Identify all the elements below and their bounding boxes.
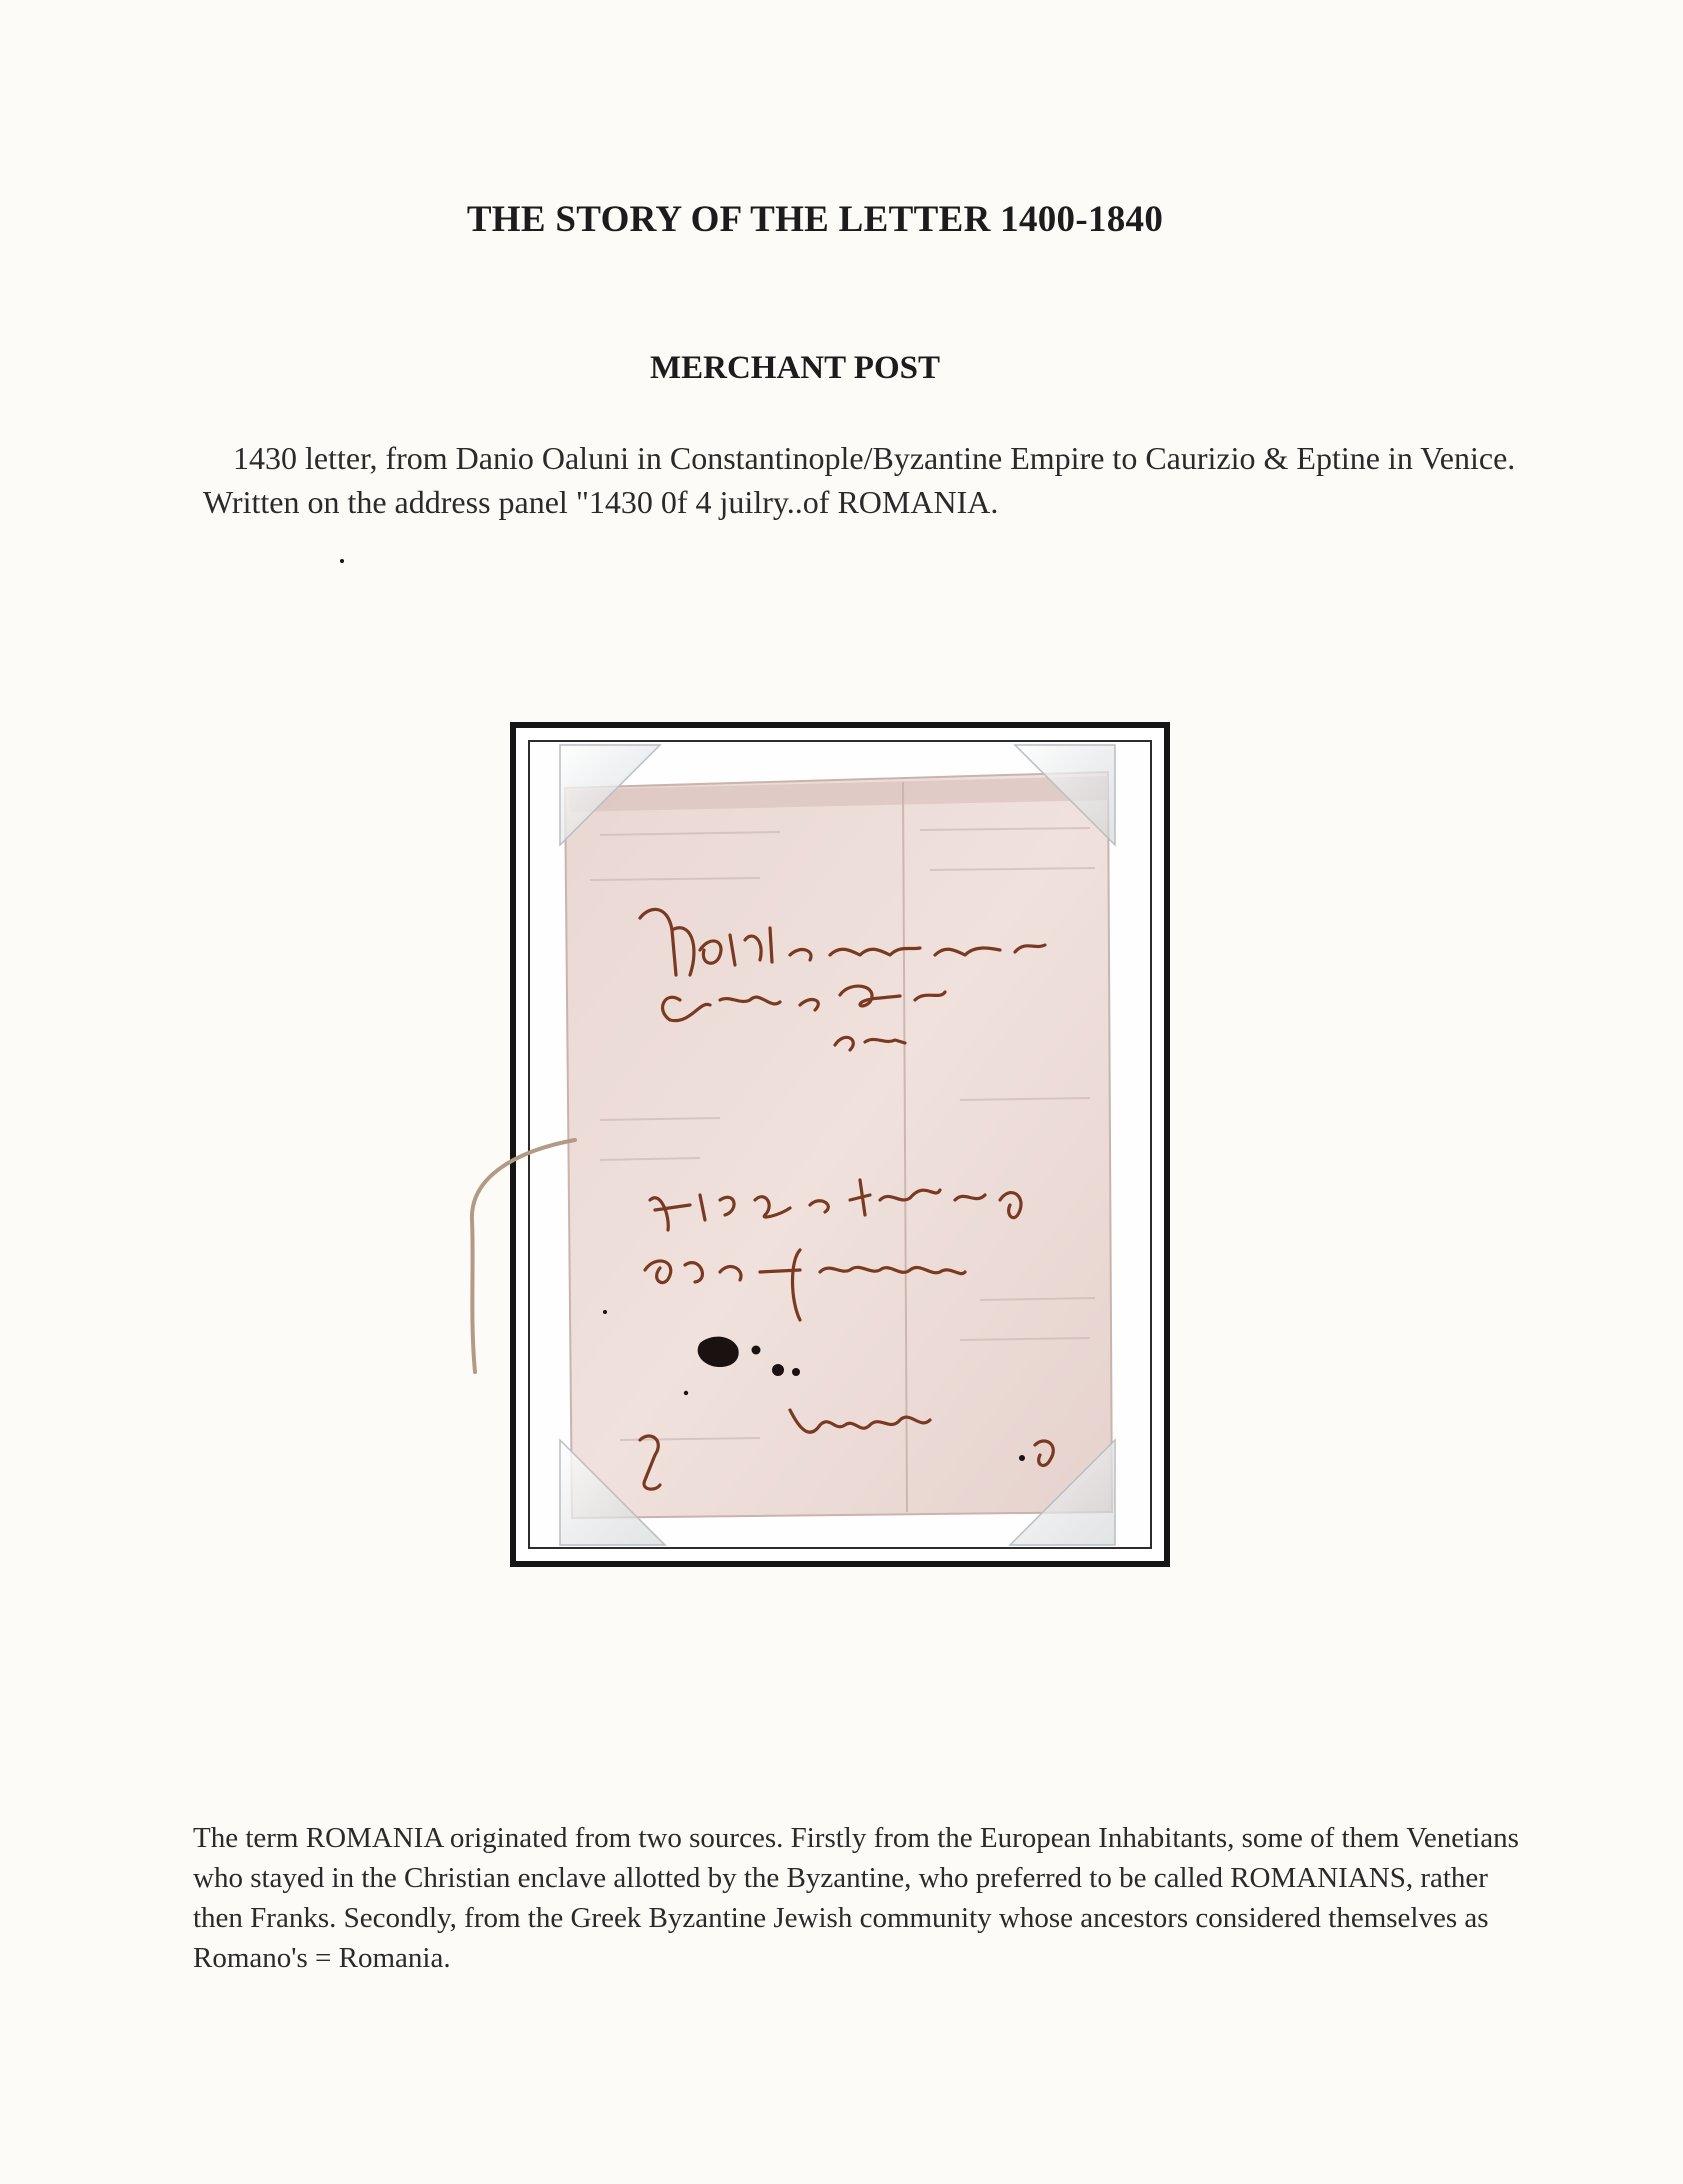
letter-string	[472, 1140, 575, 1372]
footer-paragraph: The term ROMANIA originated from two sources. Firstly from the European Inhabitants, some of them Venetians who stayed in the Christian enclave allotted by the Byzantine, who preferred to be called ROMANIANS, rather then Franks. Secondly, from the Greek Byzantine Jewish community whose ancestors considered themselves as Romano's = Romania.	[193, 1822, 1519, 1974]
folded-letter	[565, 772, 1112, 1518]
section-title: MERCHANT POST	[649, 350, 940, 386]
intro-paragraph: 1430 letter, from Danio Oaluni in Constantinople/Byzantine Empire to Caurizio & Eptine in Venice. Written on the address panel "1430 0f 4 juilry..of ROMANIA.	[203, 440, 1516, 520]
page-title: THE STORY OF THE LETTER 1400-1840	[466, 199, 1164, 240]
